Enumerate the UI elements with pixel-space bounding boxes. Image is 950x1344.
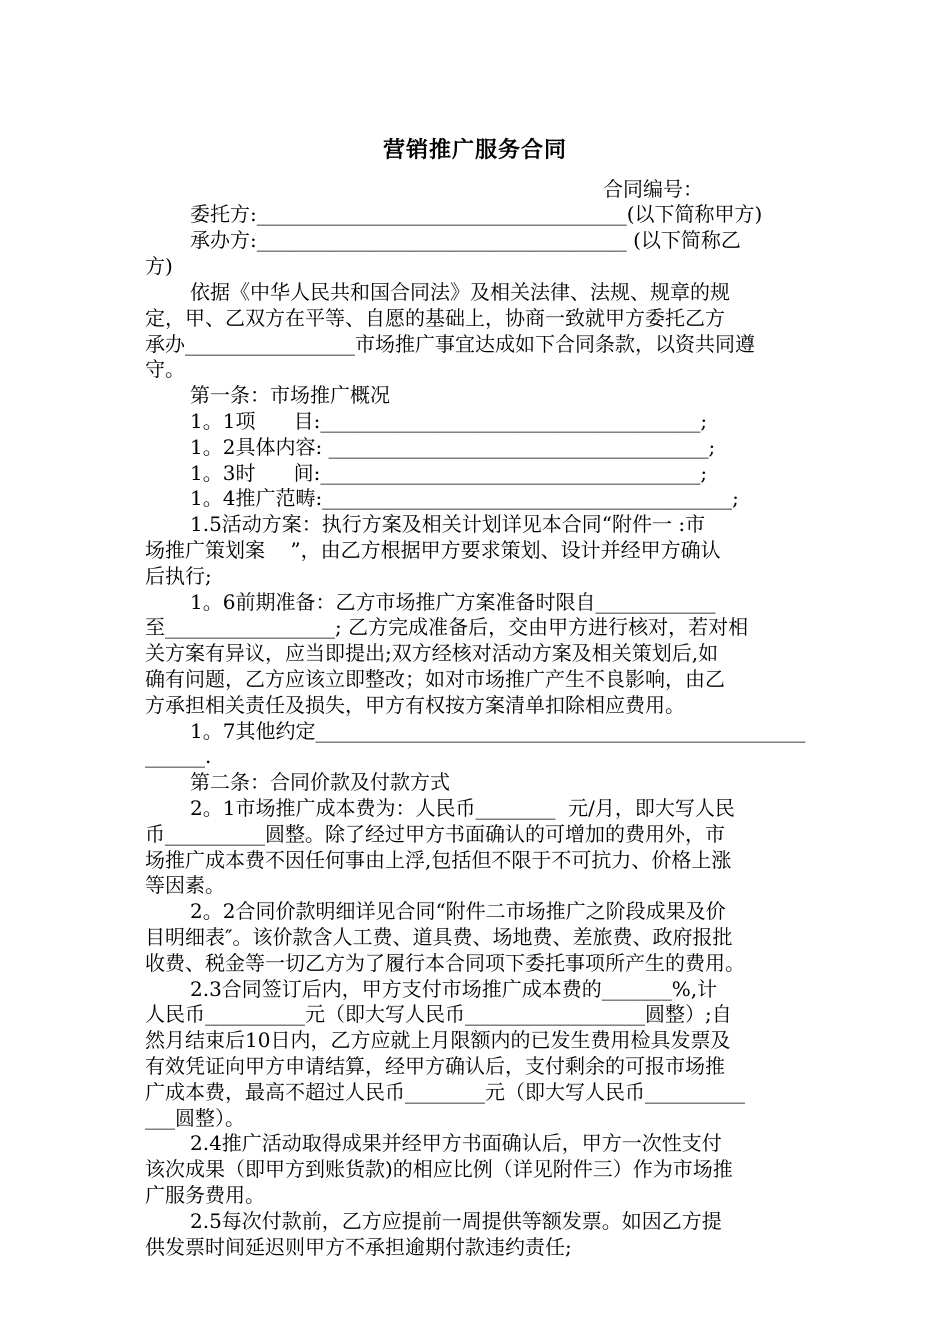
text-line: 确有问题，乙方应该立即整改；如对市场推广产生不良影响，由乙	[145, 667, 725, 691]
text-line: 供发票时间延迟则甲方不承担逾期付款违约责任;	[145, 1235, 572, 1259]
text-line: 2.5每次付款前，乙方应提前一周提供等额发票。如因乙方提	[190, 1209, 722, 1233]
text-line: 2。1市场推广成本费为：人民币________ 元/月，即大写人民	[190, 796, 735, 820]
text-line: 定，甲、乙双方在平等、自愿的基础上，协商一致就甲方委托乙方	[145, 306, 725, 330]
text-line: 人民币__________元（即大写人民币__________________圆整）;自	[145, 1002, 732, 1026]
text-line: 币__________圆整。除了经过甲方书面确认的可增加的费用外，市	[145, 822, 725, 846]
text-line: 合同编号：	[603, 177, 703, 201]
text-line: ___圆整）。	[145, 1106, 245, 1130]
text-line: 等因素。	[145, 873, 225, 897]
text-line: 1。7其他约定_________________________________________________	[190, 719, 806, 743]
text-line: 1。2具体内容: ______________________________________;	[190, 435, 716, 459]
text-line: 至_________________; 乙方完成准备后，交由甲方进行核对，若对相	[145, 615, 749, 639]
text-line: 该次成果（即甲方到账货款)的相应比例（详见附件三）作为市场推	[145, 1157, 733, 1181]
text-line: 场推广成本费不因任何事由上浮,包括但不限于不可抗力、价格上涨	[145, 848, 732, 872]
text-line: 广服务费用。	[145, 1183, 265, 1207]
text-line: 收费、税金等一切乙方为了履行本合同项下委托事项所产生的费用。	[145, 951, 745, 975]
text-line: 场推广策划案 ”，由乙方根据甲方要求策划、设计并经甲方确认	[145, 538, 721, 562]
text-line: 守。	[145, 357, 185, 381]
text-line: 1。1项 目:______________________________________;	[190, 409, 708, 433]
text-line: 方)	[145, 254, 173, 278]
text-line: 然月结束后10日内，乙方应就上月限额内的已发生费用检具发票及	[145, 1028, 731, 1052]
text-line: 1.5活动方案：执行方案及相关计划详见本合同“附件一 :市	[190, 512, 706, 536]
text-line: 承办方:_____________________________________ (以下简称乙	[190, 228, 741, 252]
text-line: 有效凭证向甲方申请结算，经甲方确认后，支付剩余的可报市场推	[145, 1054, 725, 1078]
text-line: 后执行;	[145, 564, 212, 588]
text-line: 第二条：合同价款及付款方式	[190, 770, 450, 794]
text-line: 1。6前期准备：乙方市场推广方案准备时限自____________	[190, 590, 716, 614]
text-line: 方承担相关责任及损失，甲方有权按方案清单扣除相应费用。	[145, 693, 685, 717]
text-line: 2。2合同价款明细详见合同“附件二市场推广之阶段成果及价	[190, 899, 726, 923]
text-line: 2.3合同签订后内，甲方支付市场推广成本费的_______%,计	[190, 977, 718, 1001]
text-line: 依据《中华人民共和国合同法》及相关法律、法规、规章的规	[190, 280, 730, 304]
text-line: 1。4推广范畴:_________________________________________;	[190, 486, 739, 510]
text-line: 承办_________________市场推广事宜达成如下合同条款，以资共同遵	[145, 332, 755, 356]
text-line: 1。3时 间:______________________________________;	[190, 461, 708, 485]
text-line: 委托方:_____________________________________(以下简称甲方)	[190, 202, 763, 226]
text-line: 关方案有异议，应当即提出;双方经核对活动方案及相关策划后,如	[145, 641, 719, 665]
text-line: ______.	[145, 744, 212, 768]
text-line: 目明细表″。该价款含人工费、道具费、场地费、差旅费、政府报批	[145, 925, 733, 949]
text-line: 广成本费，最高不超过人民币________元（即大写人民币__________	[145, 1080, 745, 1104]
document-title: 营销推广服务合同	[382, 138, 567, 163]
text-line: 第一条：市场推广概况	[190, 383, 390, 407]
text-line: 2.4推广活动取得成果并经甲方书面确认后，甲方一次性支付	[190, 1131, 722, 1155]
